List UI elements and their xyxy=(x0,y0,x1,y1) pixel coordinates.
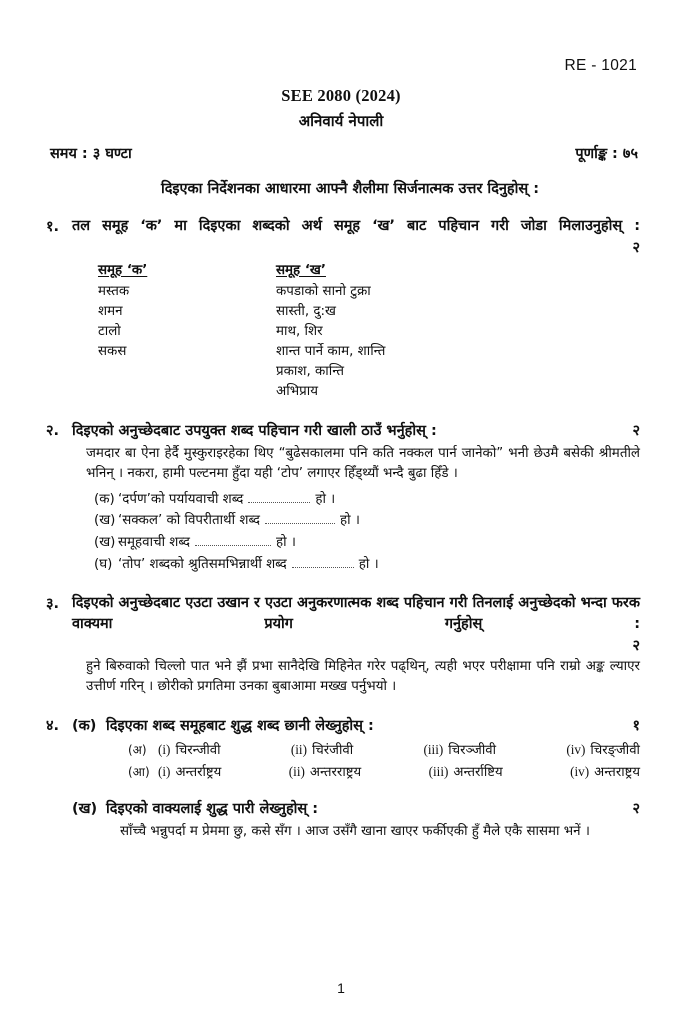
group-a-column xyxy=(98,261,276,403)
question-2-body xyxy=(72,420,640,575)
question-4a-marks: १ xyxy=(632,718,640,735)
blank-fill-field[interactable] xyxy=(292,556,354,568)
question-4b xyxy=(72,798,640,842)
group-a-heading: समूह ‘क’ xyxy=(98,262,148,278)
group-b-item: माथ, शिर xyxy=(276,323,323,339)
mcq-option[interactable] xyxy=(291,740,353,762)
question-4a-stem: दिइएका शब्द समूहबाट शुद्ध शब्द छानी लेख्नुहोस् : xyxy=(106,718,374,735)
question-3 xyxy=(42,593,640,697)
blank-item xyxy=(94,532,640,554)
question-1 xyxy=(42,216,640,402)
mcq-option-text: अन्तराष्ट्रय xyxy=(594,764,640,780)
question-2-stem: दिइएको अनुच्छेदबाट उपयुक्त शब्द पहिचान गरी खाली ठाउँ भर्नुहोस् : xyxy=(72,423,437,440)
paper-code: RE - 1021 xyxy=(564,57,637,74)
mcq-row xyxy=(128,762,640,784)
blank-text-after: हो । xyxy=(315,491,336,507)
question-4-body xyxy=(72,715,640,842)
page-number: 1 xyxy=(337,980,345,996)
blank-text-before: ‘सक्कल’ को विपरीतार्थी शब्द xyxy=(118,513,261,529)
mcq-option-numeral: (iv) xyxy=(566,741,586,757)
question-1-stem: तल समूह ‘क’ मा दिइएका शब्दको अर्थ समूह ‘ख’ बाट पहिचान गरी जोडा मिलाउनुहोस् : xyxy=(72,218,640,234)
general-instruction: दिइएका निर्देशनका आधारमा आफ्नै शैलीमा सिर्जनात्मक उत्तर दिनुहोस् : xyxy=(160,181,540,197)
question-2-number: २. xyxy=(46,423,60,440)
group-a-item: टालो xyxy=(98,323,121,339)
mcq-option[interactable] xyxy=(424,740,497,762)
mcq-option-numeral: (iii) xyxy=(428,763,449,779)
question-4b-stem: दिइएको वाक्यलाई शुद्ध पारी लेख्नुहोस् : xyxy=(106,801,319,818)
mcq-row-tag: (आ) xyxy=(128,764,150,779)
question-1-marks: २ xyxy=(632,239,640,256)
mcq-option-list xyxy=(158,762,640,784)
group-a-item: मस्तक xyxy=(98,283,130,299)
subject-title: अनिवार्य नेपाली xyxy=(298,112,384,130)
blank-text-after: हो । xyxy=(340,513,360,529)
question-4-number: ४. xyxy=(46,718,60,735)
group-b-column xyxy=(276,261,640,403)
blank-text-before: समूहवाची शब्द xyxy=(118,535,190,551)
mcq-row xyxy=(128,740,640,762)
question-2-blanks xyxy=(72,489,640,576)
question-4b-tag: (ख) xyxy=(72,801,98,818)
blank-item xyxy=(94,510,640,532)
question-2-stem-row xyxy=(72,420,640,442)
group-b-heading: समूह ‘ख’ xyxy=(276,262,326,278)
blank-label: (ख) xyxy=(94,535,116,551)
mcq-row-tag: (अ) xyxy=(128,742,147,757)
blank-label: (क) xyxy=(94,491,115,507)
question-2 xyxy=(42,420,640,575)
question-4a-stem-row xyxy=(106,715,640,737)
blank-item xyxy=(94,554,640,576)
mcq-option-numeral: (ii) xyxy=(288,763,305,779)
mcq-option-numeral: (i) xyxy=(158,741,171,757)
group-b-item: अभिप्राय xyxy=(276,384,318,400)
group-a-item: सकस xyxy=(98,344,127,360)
mcq-option[interactable] xyxy=(289,762,361,784)
mcq-option-text: चिरन्जीवी xyxy=(175,742,221,758)
question-4b-stem-row xyxy=(106,798,640,820)
question-4a-body xyxy=(106,715,640,783)
question-2-marks: २ xyxy=(632,423,640,440)
group-b-item: शान्त पार्ने काम, शान्ति xyxy=(276,344,386,360)
group-b-item: प्रकाश, कान्ति xyxy=(276,364,344,380)
time-label: समय : ३ घण्टा xyxy=(50,146,132,162)
full-marks-label: पूर्णाङ्क : ७५ xyxy=(575,146,638,162)
mcq-option-list xyxy=(158,740,640,762)
blank-fill-field[interactable] xyxy=(248,491,310,503)
mcq-option[interactable] xyxy=(158,740,221,762)
mcq-option-text: अन्तरराष्ट्रय xyxy=(309,764,362,780)
exam-meta-row xyxy=(42,143,640,163)
mcq-option-text: अन्तर्राष्ट्रय xyxy=(175,764,222,780)
mcq-option[interactable] xyxy=(158,762,221,784)
question-3-number: ३. xyxy=(46,596,60,613)
blank-label: (घ) xyxy=(94,556,113,572)
mcq-option[interactable] xyxy=(566,740,640,762)
question-4b-body xyxy=(106,798,640,842)
blank-text-before: ‘तोप’ शब्दको श्रुतिसमभिन्नार्थी शब्द xyxy=(118,556,287,572)
mcq-option-text: चिरङ्जीवी xyxy=(590,742,640,758)
blank-item xyxy=(94,489,640,511)
group-a-item: शमन xyxy=(98,303,123,319)
question-1-body xyxy=(72,216,640,402)
group-b-item: कपडाको सानो टुक्रा xyxy=(276,283,371,299)
question-1-pairs-table xyxy=(72,261,640,403)
mcq-option-numeral: (ii) xyxy=(290,741,307,757)
question-1-number: १. xyxy=(46,219,60,235)
question-4b-marks: २ xyxy=(632,801,640,818)
mcq-option-numeral: (iii) xyxy=(423,741,444,757)
question-4a xyxy=(72,715,640,783)
mcq-option[interactable] xyxy=(570,762,640,784)
exam-title: SEE 2080 (2024) xyxy=(281,86,401,105)
mcq-option-text: चिरञ्जीवी xyxy=(448,742,497,758)
question-3-marks: २ xyxy=(632,637,640,654)
blank-text-after: हो । xyxy=(276,535,296,551)
mcq-option-text: अन्तर्राष्टिय xyxy=(453,764,503,780)
blank-fill-field[interactable] xyxy=(195,534,271,546)
blank-fill-field[interactable] xyxy=(265,512,335,524)
question-4b-passage: साँच्चै भन्नुपर्दा म प्रेममा छु, कसे सँग । आज उसँगै खाना खाएर फर्कीएकी हुँ मैले एकै सासमा भनें । xyxy=(120,823,590,839)
question-3-body xyxy=(72,593,640,697)
question-4a-options xyxy=(106,740,640,783)
question-3-stem: दिइएको अनुच्छेदबाट एउटा उखान र एउटा अनुकरणात्मक शब्द पहिचान गरी तिनलाई अनुच्छेदको भन्दा फरक वाक्यमा प्रयोग गर्नुहोस् : xyxy=(72,595,640,633)
mcq-option-numeral: (i) xyxy=(158,763,171,779)
blank-text-after: हो । xyxy=(358,556,379,572)
mcq-option-numeral: (iv) xyxy=(570,763,590,779)
group-b-item: सास्ती, दु:ख xyxy=(276,303,336,319)
question-4a-tag: (क) xyxy=(72,718,97,735)
mcq-option[interactable] xyxy=(429,762,503,784)
blank-label: (ख) xyxy=(94,513,116,529)
question-4 xyxy=(42,715,640,842)
mcq-option-text: चिरंजीवी xyxy=(312,742,354,758)
question-3-passage: हुने बिरुवाको चिल्लो पात भने झैं प्रभा सानैदेखि मिहिनेत गरेर पढ्थिन्, त्यही भएर परीक्षामा पनि राम्रो अङ्क ल्याएर उत्तीर्ण गरिन् । छोरीको प्रगतिमा उनका बुबाआमा मख्ख पर्नुभयो । xyxy=(86,658,640,695)
question-2-passage: जमदार बा ऐना हेर्दै मुस्कुराइरहेका थिए “बुढेसकालमा पनि कति नक्कल पार्न जानेको” भनी छेउमै बसेकी श्रीमतीले भनिन् । नकरा, हामी पल्टनमा हुँदा यही ‘टोप’ लगाएर हिँड्थ्यौं भन्दै बुढा हिँडे । xyxy=(86,445,640,482)
blank-text-before: ‘दर्पण’को पर्यायवाची शब्द xyxy=(118,491,244,507)
